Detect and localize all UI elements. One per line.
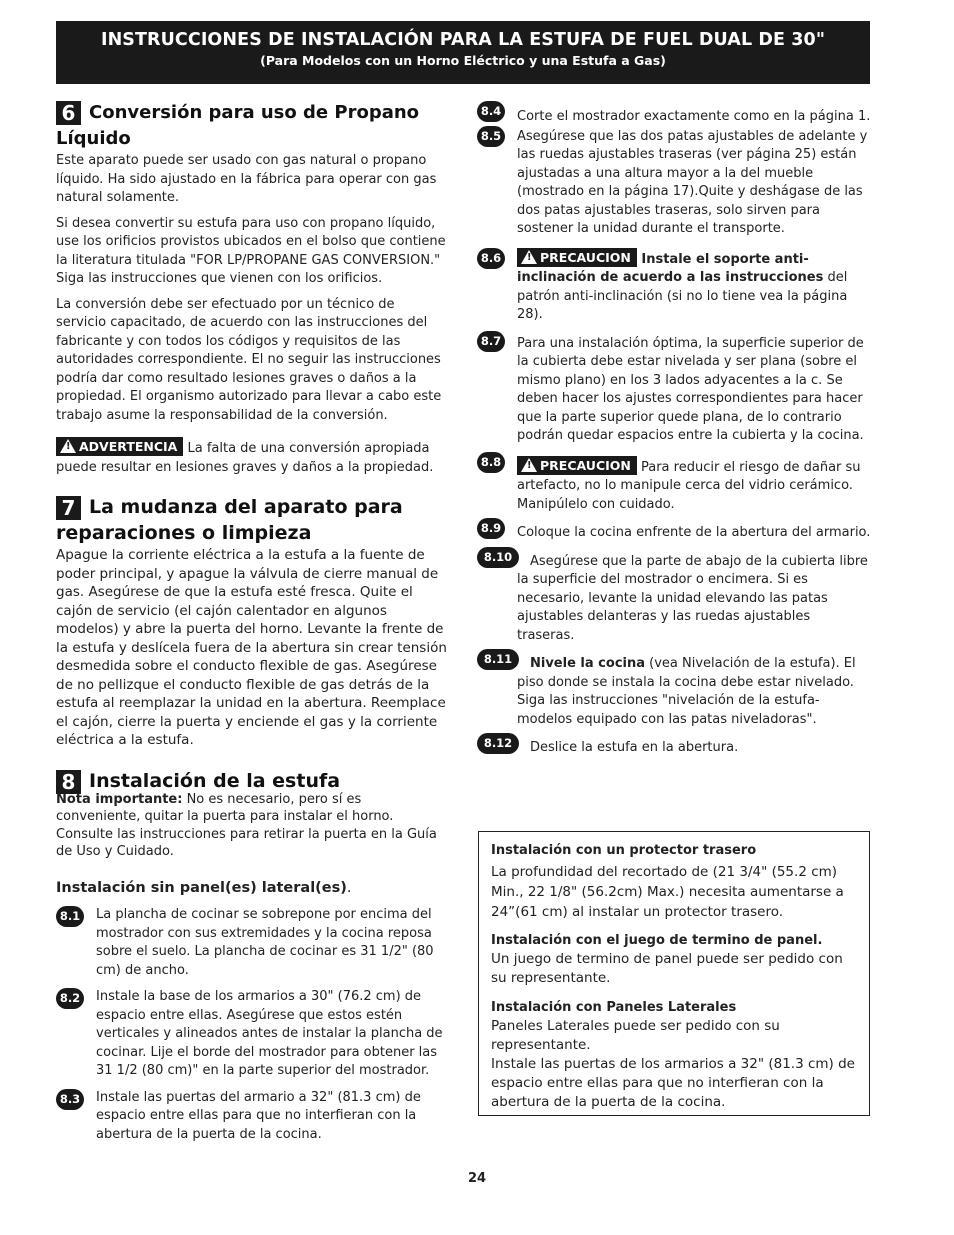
step-number: 8.3: [56, 1089, 84, 1110]
section-number: 6: [56, 101, 81, 125]
section-7-title: [56, 494, 448, 546]
step-8-3: [56, 1089, 448, 1145]
step-text: Instale las puertas del armario a 32" (81.3 cm) de espacio entre ellas para que no interfieran con la abertura de la puerta de la cocina.: [96, 1089, 421, 1142]
step-number: 8.2: [56, 988, 84, 1009]
step-number: 8.8: [477, 452, 505, 473]
step-number: 8.12: [477, 733, 519, 754]
section-7: [56, 494, 448, 750]
step-text: La plancha de cocinar se sobrepone por encima del mostrador con sus extremidades y la cocina reposa sobre el suelo. La plancha de cocinar es 31 1/2" (80 cm) de ancho.: [96, 907, 434, 978]
left-column: [56, 100, 448, 1144]
step-rest-text: (vea Nivelación de la estufa). El piso donde se instala la cocina debe estar nivelado. Siga las instrucciones "nivelación de la estufa- modelos equipado con las patas niveladoras".: [517, 656, 856, 727]
step-8-9: [477, 521, 871, 543]
section-number: 8: [56, 770, 81, 794]
step-text: Asegúrese que las dos patas ajustables de adelante y las ruedas ajustables traseras (ver página 25) están ajustadas a una altura mayor a la del mueble (mostrado en la página 17).Quite y deshágase de las dos patas ajustables traseras, solo sirven para sostener la unidad durante el transporte.: [517, 128, 868, 236]
box-text: Paneles Laterales puede ser pedido con su representante.: [491, 1018, 780, 1053]
page-header: [56, 21, 870, 84]
step-bold-text: Instale el soporte anti-inclinación de acuerdo a las instrucciones: [517, 251, 824, 285]
step-number: 8.10: [477, 547, 519, 568]
step-text-span: Deslice la estufa en la abertura.: [530, 740, 739, 755]
step-rest-text: Para reducir el riesgo de dañar su artefacto, no lo manipule cerca del vidrio cerámico. Manipúlelo con cuidado.: [517, 459, 861, 512]
step-number: 8.5: [477, 126, 505, 147]
caution-label: PRECAUCION: [540, 249, 631, 265]
step-number: 8.7: [477, 331, 505, 352]
box-text: La profundidad del recortado de (21 3/4" (55.2 cm) Min., 22 1/8" (56.2cm) Max.) necesita aumentarse a 24”(61 cm) al instalar un protector trasero.: [491, 864, 844, 920]
step-text: [517, 248, 871, 325]
step-number: 8.9: [477, 518, 505, 539]
step-8-12: [477, 736, 871, 758]
step-text: Para una instalación óptima, la superficie superior de la cubierta debe estar nivelada y ser plana (sobre el mismo plano) en los 3 lados adyacentes a la c. Se deben hacer los ajustes correspondientes para hacer que la parte superior quede plana, de lo contrario podrán quedar espacios entre la cubierta y la cocina.: [517, 335, 864, 443]
warning-triangle-icon: !: [521, 458, 537, 472]
subheading: [56, 879, 448, 898]
step-bold-text: Nivele la cocina: [530, 656, 646, 671]
step-text: [517, 456, 871, 515]
step-8-8: [477, 456, 871, 515]
warning-triangle-icon: !: [60, 439, 76, 453]
step-number: 8.4: [477, 101, 505, 122]
step-8-2: [56, 988, 448, 1081]
caution-badge: [517, 456, 637, 475]
header-title: INSTRUCCIONES DE INSTALACIÓN PARA LA ESTUFA DE FUEL DUAL DE 30": [100, 30, 826, 50]
step-text: Instale la base de los armarios a 30" (76.2 cm) de espacio entre ellas. Asegúrese que estos estén verticales y alineados antes de instalar la plancha de cocinar. Lije el borde del mostrador para obtener las 31 1/2 (80 cm)" en la parte superior del mostrador.: [96, 989, 443, 1078]
step-8-7: [477, 335, 871, 446]
step-number: 8.1: [56, 906, 84, 927]
step-8-11: [477, 652, 871, 729]
section-title-text: Instalación de la estufa: [89, 769, 341, 792]
step-8-5: [477, 128, 871, 239]
note-label: Nota importante:: [56, 791, 183, 807]
paragraph: La conversión debe ser efectuado por un técnico de servicio capacitado, de acuerdo con las instrucciones del fabricante y con todos los códigos y requisitos de las autoridades correspondiente. El no seguir las instrucciones podría dar como resultado lesiones graves o daños a la propiedad. El organismo autorizado para llevar a cabo este trabajo asume la responsabilidad de la conversión.: [56, 296, 442, 423]
box-heading: Instalación con un protector trasero: [491, 843, 757, 858]
warning-text: La falta de una conversión apropiada puede resultar en lesiones graves y daños a la propiedad.: [56, 441, 434, 475]
warning-triangle-icon: !: [521, 250, 537, 264]
box-heading: Instalación con el juego de termino de panel.: [491, 933, 823, 948]
section-title-text: Conversión para uso de Propano Líquido: [56, 102, 420, 149]
caution-badge: [517, 248, 637, 267]
caution-label: PRECAUCION: [540, 457, 631, 473]
subheading-text: Instalación sin panel(es) lateral(es): [56, 879, 347, 896]
note-text: No es necesario, pero sí es conveniente, quitar la puerta para instalar el horno. Consulte las instrucciones para retirar la puerta en la Guía de Uso y Cuidado.: [56, 791, 437, 859]
step-8-1: [56, 906, 448, 980]
step-text: Corte el mostrador exactamente como en la página 1.: [517, 109, 871, 124]
step-text: [517, 553, 871, 646]
section-number: 7: [56, 496, 81, 520]
section-title-text: La mudanza del aparato para reparaciones o limpieza: [56, 496, 403, 544]
step-text: [517, 655, 871, 729]
step-8-10: [477, 549, 871, 646]
step-text-span: Asegúrese que la parte de abajo de la cubierta libre la superficie del mostrador o encimera. Si es necesario, levante la unidad elevando las patas ajustables delanteras y las ruedas ajustables traseras.: [517, 553, 868, 643]
step-rest-text: del patrón anti-inclinación (si no lo tiene vea la página 28).: [517, 270, 848, 322]
warning-paragraph: [56, 437, 448, 477]
step-number: 8.6: [477, 248, 505, 269]
info-box: [478, 831, 870, 1116]
step-text: [517, 739, 871, 758]
subheading-dot: .: [346, 879, 352, 896]
section-6-title: [56, 100, 448, 152]
step-8-6: [477, 248, 871, 325]
step-number: 8.11: [477, 649, 519, 670]
box-text: Instale las puertas de los armarios a 32" (81.3 cm) de espacio entre ellas para que no interfieran con la abertura de la puerta de la cocina.: [491, 1056, 855, 1110]
important-note: [56, 791, 448, 861]
step-8-4: [477, 100, 871, 127]
header-subtitle: (Para Modelos con un Horno Eléctrico y una Estufa a Gas): [260, 53, 666, 68]
paragraph: Apague la corriente eléctrica a la estufa a la fuente de poder principal, y apague la válvula de cierre manual de gas. Asegúrese de que la estufa esté fresca. Quite el cajón de servicio (el cajón calentador en algunos modelos) y abre la puerta del horno. Levante la frente de la estufa y deslícela fuera de la abertura sin crear tensión desmedida sobre el conducto flexible de gas. Asegúrese de no pellizque el conducto flexible de gas detrás de la estufa al reemplazar la unidad en la abertura. Reemplace el cajón, cierre la puerta y enciende el gas y la corriente eléctrica a la estufa.: [56, 547, 447, 748]
box-heading: Instalación con Paneles Laterales: [491, 1000, 737, 1015]
section-8: [56, 768, 448, 1145]
page-number: 24: [467, 1171, 487, 1186]
paragraph: Si desea convertir su estufa para uso con propano líquido, use los orificios provistos ubicados en el bolso que contiene la literatura titulada "FOR LP/PROPANE GAS CONVERSION." Siga las instrucciones que vienen con los orificios.: [56, 215, 446, 286]
step-text: Coloque la cocina enfrente de la abertura del armario.: [517, 525, 871, 540]
section-6: [56, 100, 448, 477]
warning-badge: [56, 437, 183, 456]
box-text: Un juego de termino de panel puede ser pedido con su representante.: [491, 951, 843, 986]
paragraph: Este aparato puede ser usado con gas natural o propano líquido. Ha sido ajustado en la fábrica para operar con gas natural solamente.: [56, 153, 437, 205]
right-column: [477, 100, 871, 758]
warning-label: ADVERTENCIA: [79, 439, 178, 454]
